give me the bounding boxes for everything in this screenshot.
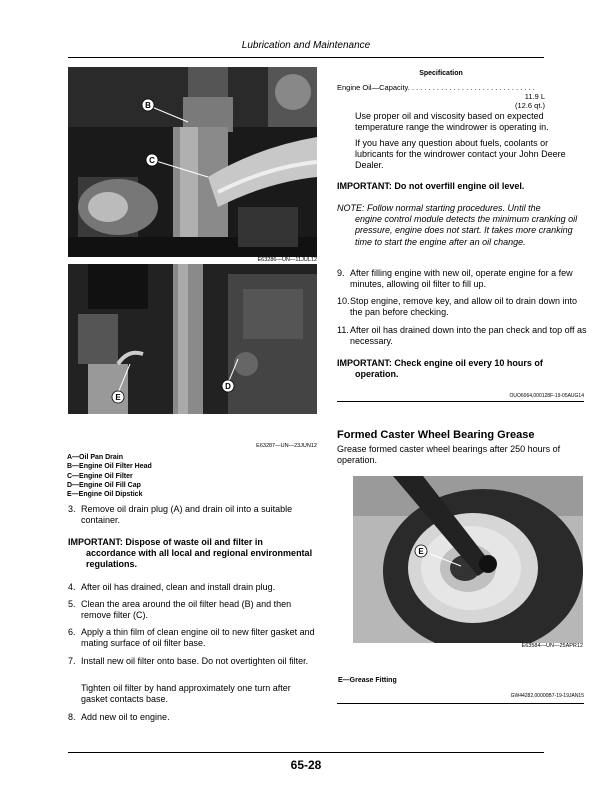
step-6: 6. Apply a thin film of clean engine oil to new filter gasket and mating surface of oil filter base. [68, 627, 315, 649]
step-3: 3. Remove oil drain plug (A) and drain oil into a suitable container. [68, 504, 293, 526]
legend-item: B—Engine Oil Filter Head [67, 463, 152, 471]
section-divider-2 [337, 703, 584, 704]
figure3-code: E63584—UN—25APR12 [521, 643, 583, 649]
engine-oil-filter-photo [68, 67, 317, 257]
important-check-oil: IMPORTANT: Check engine oil every 10 hours of operation. [337, 358, 543, 380]
reference-code-2: GW44282,00000B7-19-19JAN15 [510, 693, 584, 699]
important-dispose: IMPORTANT: Dispose of waste oil and filter in accordance with all local and regional environmental regulations. [68, 537, 313, 570]
step-4: 4. After oil has drained, clean and install drain plug. [68, 582, 276, 592]
section-title: Formed Caster Wheel Bearing Grease [337, 429, 535, 441]
figure2-code: E63287—UN—23JUN12 [256, 443, 317, 449]
header-rule [68, 57, 544, 58]
legend-item: A—Oil Pan Drain [67, 454, 124, 461]
dealer-paragraph: If you have any question about fuels, coolants or lubricants for the windrower contact your John Deere Dealer. [355, 138, 566, 171]
legend-item: E—Engine Oil Dipstick [67, 491, 143, 499]
step-5: 5. Clean the area around the oil filter head (B) and then remove filter (C). [68, 599, 292, 621]
step-7-note: Tighten oil filter by hand approximately one turn after gasket contacts base. [81, 683, 291, 705]
starting-note: NOTE: Follow normal starting procedures. Until the engine control module detects the minimum cranking oil pressure, engine does not start. It takes more cranking time to start the engine after an oil change. [337, 203, 578, 247]
section-paragraph: Grease formed caster wheel bearings after 250 hours of operation. [337, 444, 561, 466]
callout-b: B [145, 101, 151, 110]
callout-d: D [225, 382, 231, 391]
step-8: 8. Add new oil to engine. [68, 712, 170, 722]
step-11: 11. After oil has drained down into the pan check and top off as necessary. [337, 325, 587, 347]
page-number: 65-28 [290, 758, 322, 772]
caster-wheel-photo [353, 476, 583, 643]
page-header: Lubrication and Maintenance [241, 40, 371, 51]
spec-engine-oil-capacity: Engine Oil—Capacity. . . . . . . . . . . . . . . . . . . . . . . . . . . . . . . 11.9 L (12.6 qt.) [337, 83, 545, 110]
section-divider [337, 401, 584, 402]
legend-item: D—Engine Oil Fill Cap [67, 481, 141, 489]
callout-c: C [149, 156, 155, 165]
callout-e-grease: E [418, 547, 424, 556]
oil-viscosity-paragraph: Use proper oil and viscosity based on expected temperature range the windrower is operating in. [355, 111, 549, 133]
footer-rule [68, 752, 544, 753]
spec-title: Specification [419, 70, 463, 77]
figure-legend [67, 453, 152, 499]
callout-e: E [115, 393, 121, 402]
legend-item: C—Engine Oil Filter [67, 472, 133, 480]
important-overfill: IMPORTANT: Do not overfill engine oil level. [337, 181, 525, 191]
step-7: 7. Install new oil filter onto base. Do not overtighten oil filter. [68, 656, 309, 666]
step-9: 9. After filling engine with new oil, operate engine for a few minutes, allowing oil filter to fill up. [337, 268, 573, 290]
engine-oil-fill-cap-photo [68, 264, 317, 414]
reference-code: OUO6064,000128F-19-05AUG14 [509, 393, 584, 399]
step-10: 10. Stop engine, remove key, and allow oil to drain down into the pan before checking. [337, 296, 577, 318]
figure1-code: E63286—UN—11JUL12 [257, 257, 317, 263]
grease-fitting-caption: E—Grease Fitting [338, 677, 397, 684]
